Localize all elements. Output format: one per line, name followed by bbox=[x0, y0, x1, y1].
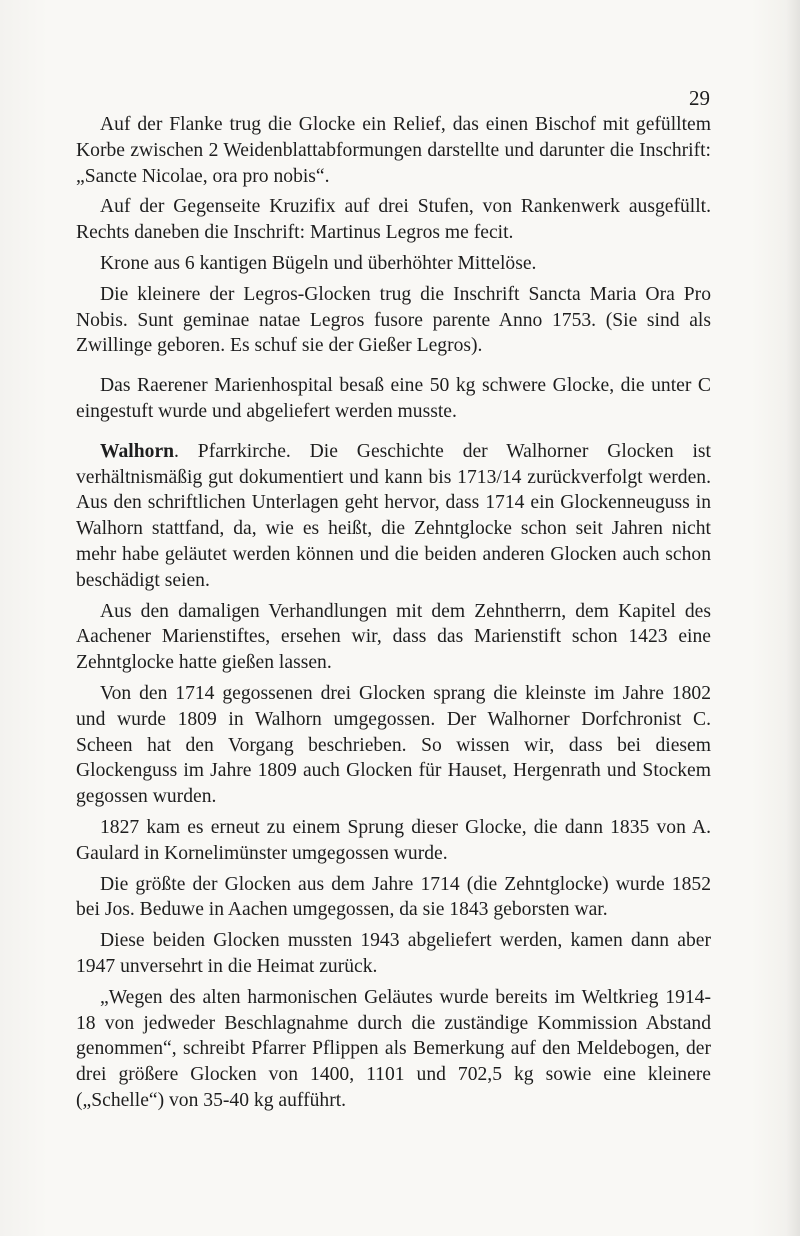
paragraph-marienhospital: Das Raerener Marienhospital besaß eine 50 kg schwere Glocke, die unter C eingestuft wurde und abgeliefert werden musste. bbox=[76, 375, 711, 422]
paragraph-groesste-glocke: Die größte der Glocken aus dem Jahre 1714 (die Zehntglocke) wurde 1852 bei Jos. Beduwe in Aachen umgegossen, da sie 1843 geborsten war. bbox=[76, 873, 711, 921]
paragraph-gegenseite: Auf der Gegenseite Kruzifix auf drei Stufen, von Rankenwerk ausgefüllt. Rechts daneben die Inschrift: Martinus Legros me fecit. bbox=[76, 196, 711, 244]
paragraph-1714-glocken: Von den 1714 gegossenen drei Glocken sprang die kleinste im Jahre 1802 und wurde 1809 in Walhorn umgegossen. Der Walhorner Dorfchronist C. Scheen hat den Vorgang beschrieben. So wissen wir, dass bei diesem Glockenguss im Jahre 1809 auch Glocken für Hauset, Hergenrath und Stockem gegossen wurden. bbox=[76, 682, 711, 808]
paragraph-1943: Diese beiden Glocken mussten 1943 abgeliefert werden, kamen dann aber 1947 unversehrt in die Heimat zurück. bbox=[76, 930, 711, 977]
page-edge-shadow bbox=[786, 0, 800, 1236]
paragraph-1827: 1827 kam es erneut zu einem Sprung dieser Glocke, die dann 1835 von A. Gaulard in Kornelimünster umgegossen wurde. bbox=[76, 816, 711, 864]
paragraph-krone: Krone aus 6 kantigen Bügeln und überhöhter Mittelöse. bbox=[100, 252, 537, 274]
paragraph-verhandlungen: Aus den damaligen Verhandlungen mit dem Zehntherrn, dem Kapitel des Aachener Marienstiftes, ersehen wir, dass das Marienstift schon 1423 eine Zehntglocke hatte gießen lassen. bbox=[76, 600, 711, 674]
body-text bbox=[76, 112, 711, 1119]
page-number: 29 bbox=[689, 86, 710, 110]
paragraph-legros-glocke: Die kleinere der Legros-Glocken trug die Inschrift Sancta Maria Ora Pro Nobis. Sunt geminae natae Legros fusore parente Anno 1753. (Sie sind als Zwillinge geboren. Es schuf sie der Gießer Legros). bbox=[76, 283, 711, 357]
paragraph-walhorn bbox=[76, 439, 711, 594]
paragraph-relief: Auf der Flanke trug die Glocke ein Relief, das einen Bischof mit gefülltem Korbe zwischen 2 Weidenblattabformungen darstellte und darunter die Inschrift: „Sancte Nicolae, ora pro nobis“. bbox=[76, 114, 711, 187]
walhorn-text: . Pfarrkirche. Die Geschichte der Walhorner Glocken ist verhältnismäßig gut dokumentiert und kann bis 1713/14 zurückverfolgt werden. Aus den schriftlichen Unterlagen geht hervor, dass 1714 ein Glockenneuguss in Walhorn stattfand, da, wie es heißt, die Zehntglocke schon seit Jahren nicht mehr habe geläutet werden können und die beiden anderen Glocken auch schon beschädigt seien. bbox=[76, 440, 711, 591]
paragraph-weltkrieg: „Wegen des alten harmonischen Geläutes wurde bereits im Weltkrieg 1914-18 von jedweder Beschlagnahme durch die zuständige Kommission Abstand genommen“, schreibt Pfarrer Pflippen als Bemerkung auf den Meldebogen, der drei größere Glocken von 1400, 1101 und 702,5 kg sowie eine kleinere („Schelle“) von 35-40 kg aufführt. bbox=[76, 986, 711, 1111]
walhorn-heading: Walhorn bbox=[100, 440, 175, 462]
